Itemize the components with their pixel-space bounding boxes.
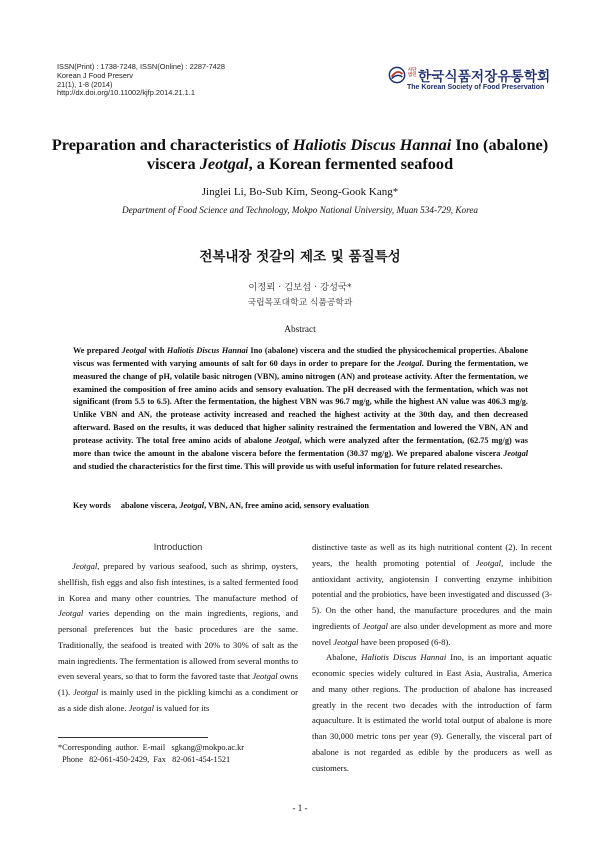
author-list: Jinglei Li, Bo-Sub Kim, Seong-Gook Kang* <box>201 186 399 198</box>
title-part4: , a Korean fermented seafood <box>248 154 454 173</box>
intro-paragraph-1: Jeotgal, prepared by various seafood, such as shrimp, oysters, shellfish, fish eggs and also fish intestines, is a salted fermented food in Korea and many other countries. The manufacture method of Jeotgal varies depending on the main ingredients, regions, and personal preferences but the basic procedures are the same. Traditionally, the seafood is treated with 20% to 30% of salt as the main ingredients. The fermentation is allowed from several months to even several years, so that to form the favored taste that Jeotgal owns (1). Jeotgal is mainly used in the pickling kimchi as a condiment or as a side dish alone. Jeotgal is valued for its <box>58 561 299 713</box>
body-column-right <box>312 540 552 776</box>
meta-line-journal: Korean J Food Preserv <box>57 70 133 80</box>
society-name-kr: 한국식품저장유통학회 <box>418 69 551 85</box>
society-name-en: The Korean Society of Food Preservation <box>407 84 545 91</box>
title-part3: viscera <box>146 154 200 173</box>
meta-line-issn: ISSN(Print) : 1738-7248, ISSN(Online) : 2287-7428 <box>57 62 226 71</box>
keywords <box>73 501 533 510</box>
journal-meta <box>57 63 225 98</box>
intro-paragraph-3: Abalone, Haliotis Discus Hannai Ino, is an important aquatic economic species widely cultured in East Asia, Australia, America and many other regions. The production of abalone has increased greatly in the recent two decades with the introduction of farm aquaculture. It is estimated the world total output of abalone is more than 30,000 metric tons per year (9). Generally, the visceral part of abalone is not regarded as edible by the producers as well as customers. <box>312 652 552 773</box>
paper-title <box>40 135 560 173</box>
corresponding-author-footnote <box>58 742 244 766</box>
footnote-email-line: *Corresponding author. E-mail sgkang@mokpo.ac.kr <box>58 743 244 752</box>
abstract-text: We prepared Jeotgal with Haliotis Discus Hannai Ino (abalone) viscera and the studied the physicochemical properties. Abalone viscus was fermented with varying amounts of salt for 60 days in order to prepare for the Jeotgal. During the fermentation, we measured the change of pH, volatile basic nitrogen (VBN), amino nitrogen (AN) and protease activity. After the fermentation, we examined the composition of free amino acids and sensory evaluation. The pH decreased with the fermentation, which was not significant (from 5.5 to 6.5). After the fermentation, the highest VBN was 96.7 mg/g, while the highest AN value was 406.3 mg/g. Unlike VBN and AN, the protease activity increased and reached the highest activity at the 30th day, and then decreased afterward. Based on the results, it was deduced that higher salinity restrained the fermentation and lowered the VBN, AN and protease activity. The total free amino acids of abalone Jeotgal, which were analyzed after the fermentation, (62.75 mg/g) was more than twice the amount in the abalone viscera before the fermentation (30.37 mg/g). We prepared abalone viscera Jeotgal and studied the characteristics for the first time. This will provide us with useful information for future related researches. <box>73 346 529 471</box>
intro-paragraph-2: distinctive taste as well as its high nutritional content (2). In recent years, the health promoting potential of Jeotgal, include the antioxidant activity, angiotensin I converting enzyme inhibition potential and the probiotics, have been investigated and discussed (3-5). On the other hand, the manufacture procedures and the main ingredients of Jeotgal are also under development as more and more novel Jeotgal have been proposed (6-8). <box>312 542 552 647</box>
korean-title: 전복내장 젓갈의 제조 및 품질특성 <box>199 249 401 265</box>
body-column-left <box>58 540 298 717</box>
abstract-heading: Abstract <box>284 325 316 335</box>
meta-line-volume: 21(1), 1-8 (2014) <box>57 79 113 89</box>
meta-line-doi[interactable]: http://dx.doi.org/10.11002/kjfp.2014.21.1.1 <box>57 88 195 98</box>
footnote-divider <box>58 737 208 738</box>
title-part1: Preparation and characteristics of <box>51 135 293 154</box>
footnote-phone-line: Phone 82-061-450-2429, Fax 82-061-454-1521 <box>58 755 231 764</box>
page-number: - 1 - <box>292 803 308 813</box>
society-logo <box>388 64 558 98</box>
title-species: Haliotis Discus Hannai <box>293 135 452 154</box>
korean-author-list: 이정뢰 · 김보섭 · 강성국* <box>248 282 352 293</box>
korean-affiliation: 국립목포대학교 식품공학과 <box>247 298 353 308</box>
logo-small-text: 사단법인 <box>408 68 417 78</box>
title-part2: Ino (abalone) <box>451 135 549 154</box>
keywords-label: Key words <box>73 501 111 510</box>
affiliation: Department of Food Science and Technology, Mokpo National University, Muan 534-729, Korea <box>121 205 479 215</box>
keywords-text: abalone viscera, Jeotgal, VBN, AN, free amino acid, sensory evaluation <box>120 501 369 510</box>
introduction-heading: Introduction <box>153 542 203 552</box>
title-product: Jeotgal <box>199 154 249 173</box>
society-emblem-icon <box>388 66 406 84</box>
